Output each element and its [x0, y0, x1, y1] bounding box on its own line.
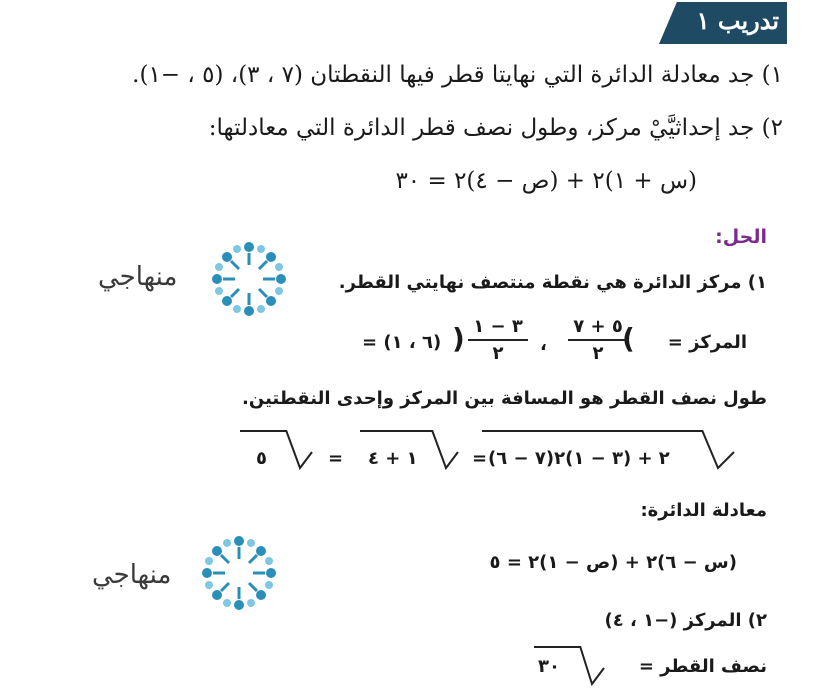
solution-label: الحل:	[715, 226, 767, 248]
radical-bar-4	[534, 646, 580, 648]
step-1-heading: ١) مركز الدائرة هي نقطة منتصف نهايتي القطر.	[338, 272, 767, 293]
radius-expression: (٧ − ٦)٢ + (٣ − ١)٢	[488, 448, 670, 469]
logo-icon	[208, 238, 290, 320]
equals-1: =	[472, 448, 488, 469]
fraction-y-bar	[468, 339, 528, 341]
equation-label: معادلة الدائرة:	[640, 500, 767, 521]
radical-bar-3	[240, 430, 286, 432]
open-paren: (	[622, 322, 635, 355]
step-2-center: ٢) المركز (−١ ، ٤)	[604, 610, 767, 631]
radius-value: ٣٠	[538, 656, 560, 677]
fraction-x	[568, 316, 628, 364]
circle-equation: (س − ٦)٢ + (ص − ١)٢ = ٥	[489, 552, 737, 573]
radius-mid: ١ + ٤	[368, 448, 418, 469]
radical-bar-1	[482, 430, 702, 432]
radical-sign-2	[430, 430, 460, 472]
exercise-title: تدريب ١	[696, 6, 779, 35]
center-result: = (٦ ، ١)	[362, 332, 442, 353]
watermark-text: منهاجي	[92, 560, 172, 590]
fraction-y-denominator: ٢	[492, 343, 504, 364]
comma: ،	[540, 334, 547, 355]
close-paren: )	[452, 322, 465, 355]
radical-bar-2	[360, 430, 432, 432]
question-2-equation: (س + ١)٢ + (ص − ٤)٢ = ٣٠	[395, 168, 697, 194]
radius-label: نصف القطر =	[638, 656, 767, 677]
logo-icon	[198, 532, 280, 614]
question-2: ٢) جد إحداثيَّيْ مركز، وطول نصف قطر الدائرة التي معادلتها:	[208, 115, 783, 141]
question-1: ١) جد معادلة الدائرة التي نهايتا قطر فيها النقطتان (٧ ، ٣)، (٥ ، −١).	[132, 62, 783, 88]
radius-explanation: طول نصف القطر هو المسافة بين المركز وإحدى النقطتين.	[242, 388, 767, 409]
fraction-x-numerator: ٥ + ٧	[573, 316, 623, 337]
radius-result: ٥	[256, 448, 267, 469]
fraction-y	[468, 316, 528, 364]
equals-2: =	[328, 448, 344, 469]
radical-sign-4	[578, 646, 606, 688]
fraction-x-bar	[568, 339, 628, 341]
radical-sign-3	[284, 430, 314, 472]
fraction-y-numerator: ٣ − ١	[473, 316, 523, 337]
center-label: المركز =	[667, 332, 747, 353]
radical-sign-1	[700, 430, 736, 472]
watermark-text: منهاجي	[98, 262, 178, 292]
fraction-x-denominator: ٢	[592, 343, 604, 364]
